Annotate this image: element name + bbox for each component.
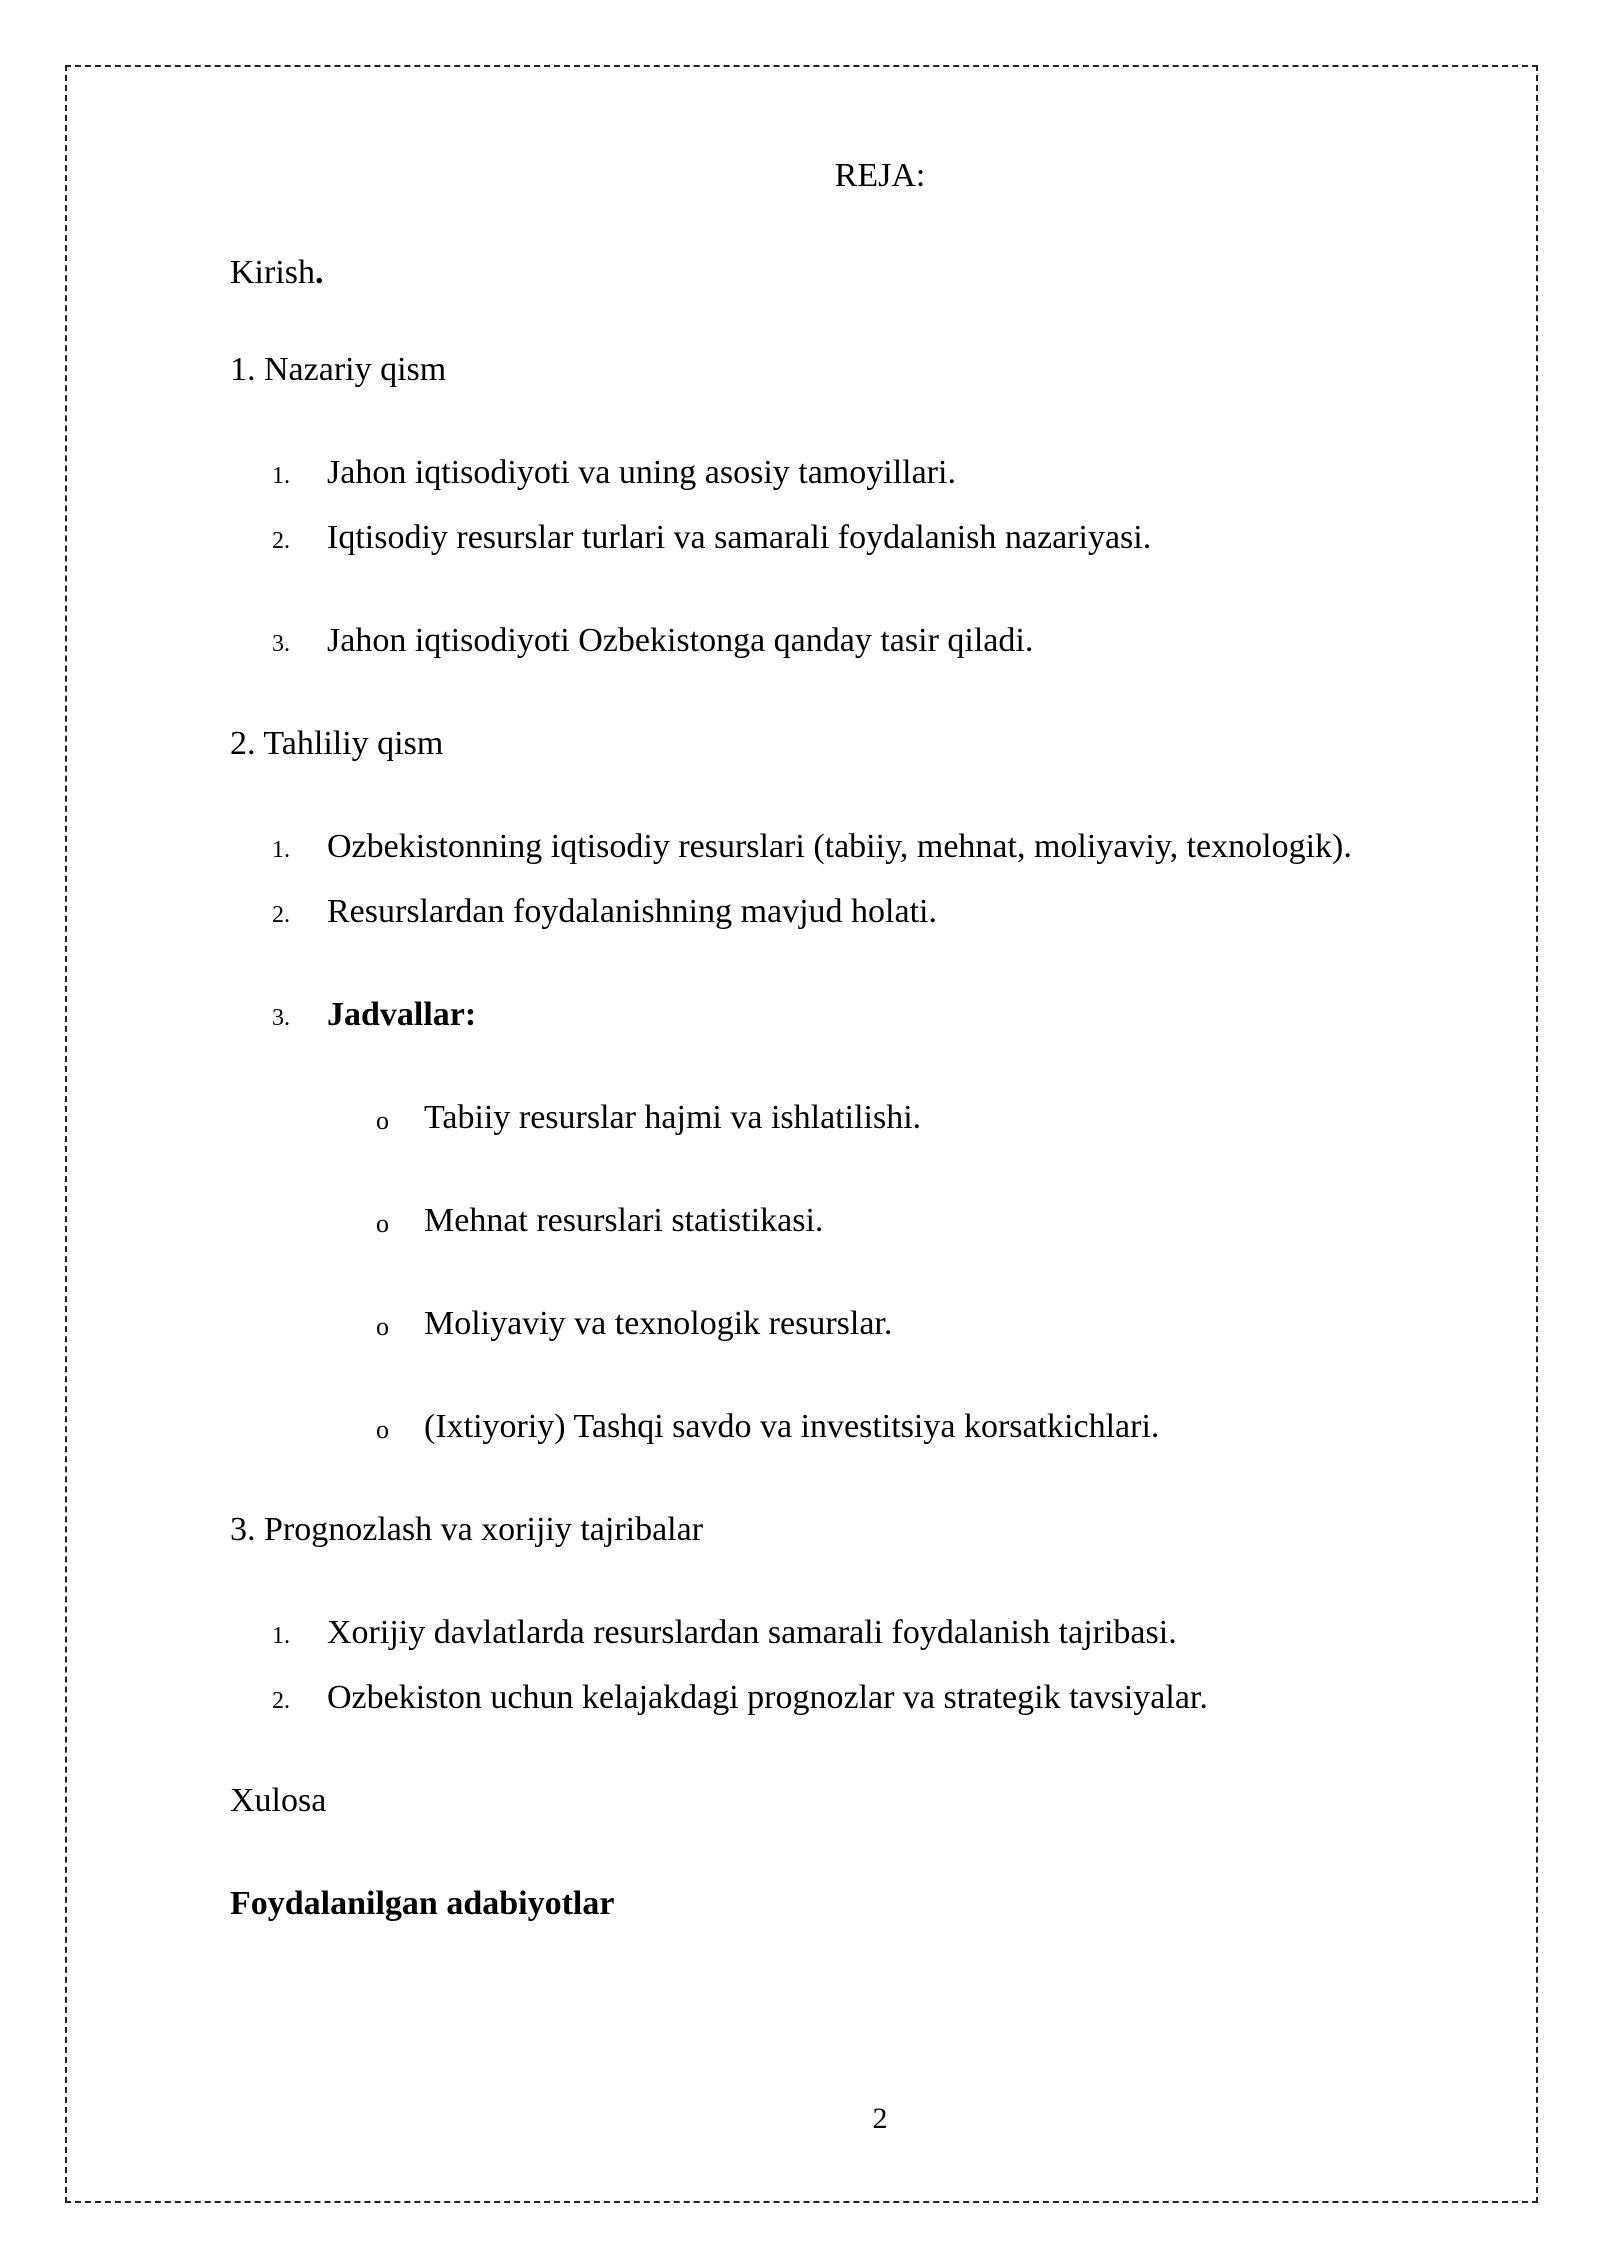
subitem-4-bullet: o [376,1415,389,1444]
section-1-item-2-number: 2. [272,528,290,554]
section-2-item-3: Jadvallar: [327,996,477,1033]
section-2-item-1: Ozbekistonning iqtisodiy resurslari (tabiiy, mehnat, moliyaviy, texnologik). [327,828,1352,865]
subitem-1: Tabiiy resurslar hajmi va ishlatilishi. [424,1099,922,1136]
section-2-item-2: Resurslardan foydalanishning mavjud holati. [327,893,937,930]
subitem-1-bullet: o [376,1106,389,1135]
conclusion-heading: Xulosa [230,1782,327,1819]
section-2-item-3-number: 3. [272,1005,290,1031]
references-heading: Foydalanilgan adabiyotlar [230,1885,615,1922]
subitem-2: Mehnat resurslari statistikasi. [424,1202,824,1239]
section-2-item-2-number: 2. [272,902,290,928]
section-1-heading: 1. Nazariy qism [230,351,447,388]
section-3-item-1-number: 1. [272,1623,290,1649]
subitem-3: Moliyaviy va texnologik resurslar. [424,1305,893,1342]
section-3-item-2: Ozbekiston uchun kelajakdagi prognozlar va strategik tavsiyalar. [327,1679,1208,1716]
intro-heading [230,253,324,293]
section-2-item-1-number: 1. [272,837,290,863]
section-3-item-1: Xorijiy davlatlarda resurslardan samarali foydalanish tajribasi. [327,1614,1177,1651]
section-1-item-1: Jahon iqtisodiyoti va uning asosiy tamoyillari. [327,454,956,491]
subitem-3-bullet: o [376,1312,389,1341]
section-3-item-2-number: 2. [272,1688,290,1714]
section-1-item-1-number: 1. [272,463,290,489]
section-1-item-2: Iqtisodiy resurslar turlari va samarali foydalanish nazariyasi. [327,519,1152,556]
intro-dot: . [315,254,324,291]
section-2-heading: 2. Tahliliy qism [230,725,444,762]
section-1-item-3-number: 3. [272,631,290,657]
subitem-2-bullet: o [376,1209,389,1238]
section-3-heading: 3. Prognozlash va xorijiy tajribalar [230,1511,704,1548]
intro-label: Kirish [230,254,315,291]
page-number: 2 [872,2102,888,2135]
section-1-item-3: Jahon iqtisodiyoti Ozbekistonga qanday tasir qiladi. [327,622,1034,659]
subitem-4: (Ixtiyoriy) Tashqi savdo va investitsiya korsatkichlari. [424,1408,1160,1445]
document-title: REJA: [834,157,926,194]
